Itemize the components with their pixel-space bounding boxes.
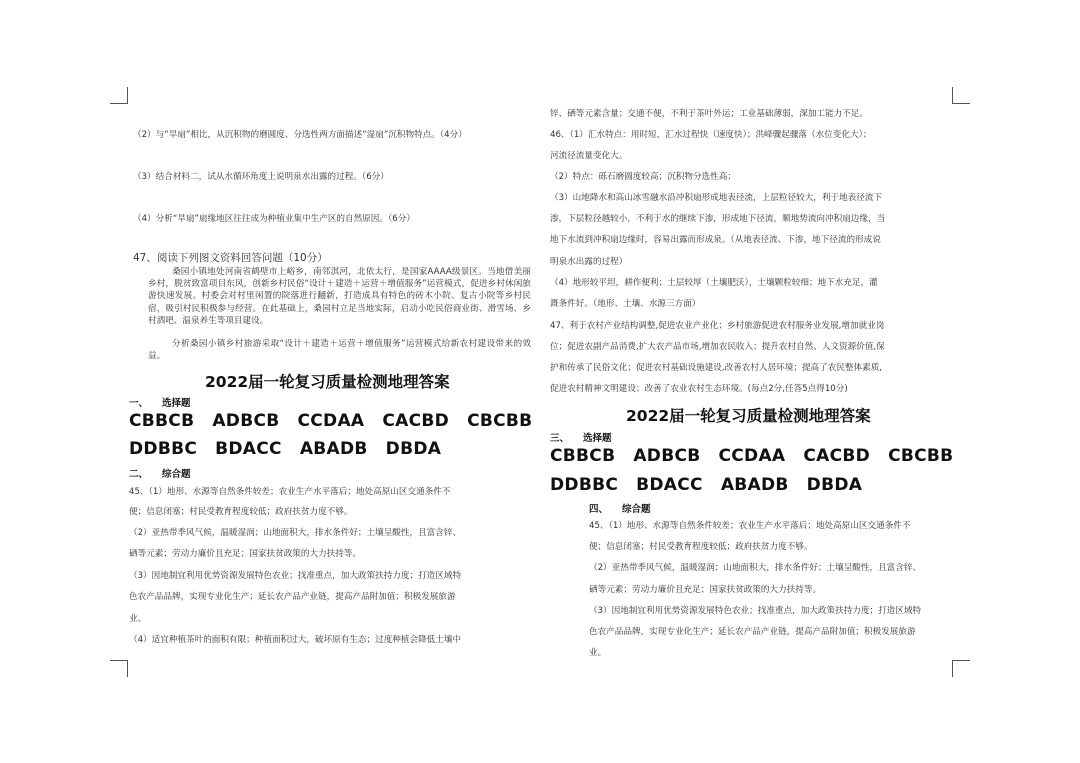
answer-line: 46、（1）汇水特点：用时短，汇水过程快（速度快）；洪峰骤起骤落（水位变化大）； (550, 130, 872, 140)
answer-line: 色农产品品牌，实现专业化生产；延长农产品产业链，提高产品附加值；积极发展旅游 (129, 592, 456, 602)
crop-mark-top-left (127, 87, 128, 104)
answer-line: 色农产品品牌，实现专业化生产；延长农产品产业链，提高产品附加值；积极发展旅游 (589, 627, 916, 637)
answer-line: 地下水流到冲积扇边缘时，容易出露而形成泉。（从地表径流、下渗，地下径流的形成说 (550, 235, 881, 245)
answer-line: （3）因地制宜利用优势资源发展特色农业；找准重点，加大政策扶持力度；打造区域特 (589, 606, 922, 616)
answer-line: （3）山地降水和高山冰雪融水沿冲积扇形成地表径流，上层粒径较大，利于地表径流下 (550, 193, 883, 203)
answer-line: 45、（1）地形、水源等自然条件较差；农业生产水平落后；地处高原山区交通条件不 (129, 487, 451, 497)
answer-group: CBCBB (467, 411, 533, 431)
question-4: （4）分析“旱扇”扇缘地区往往成为种植业集中生产区的自然原因。（6分） (133, 214, 415, 224)
answer-line: （2）特点：砾石磨圆度较高；沉积物分选性高； (550, 172, 736, 182)
section-heading: 综合题 (162, 469, 191, 480)
answer-line: 47、利于农村产业结构调整,促进农业产业化；乡村旅游促进农村服务业发展,增加就业岗 (550, 321, 885, 331)
answer-line: 业。 (589, 648, 607, 658)
crop-mark-top-right (952, 87, 953, 104)
section-heading: 综合题 (622, 504, 651, 515)
section-number: 四、 (589, 504, 609, 515)
crop-mark-top-right (953, 103, 970, 104)
answer-row-1 (129, 411, 550, 431)
answer-group: DBDA (385, 439, 442, 459)
answer-line: （2）亚热带季风气候，温暖湿润；山地面积大，排水条件好；土壤呈酸性，且富含锌、 (589, 563, 922, 573)
answer-line: 河流径流量变化大。 (550, 151, 628, 161)
answer-row-1 (550, 446, 971, 466)
answer-line: 业。 (129, 614, 147, 624)
answer-line: 锌、硒等元素含量；交通不便，不利于茶叶外运；工业基础薄弱，深加工能力不足。 (550, 109, 868, 119)
answer-group: CBCBB (888, 446, 954, 466)
crop-mark-bottom-right (953, 660, 970, 661)
answer-line: 位；促进农副产品消费,扩大农产品市场,增加农民收入；提升农村自然、人文资源价值,保 (550, 342, 885, 352)
answer-group: ADBCB (633, 446, 701, 466)
crop-mark-bottom-left (110, 660, 127, 661)
answer-group: CCDAA (297, 411, 365, 431)
answer-line: 护和传承了民俗文化；促进农村基础设施建设,改善农村人居环境；提高了农民整体素质, (550, 363, 883, 373)
question-47-prompt: 分析桑园小镇乡村旅游采取“设计＋建造＋运营＋增值服务”运营模式给新农村建设带来的效益。 (148, 339, 531, 362)
answer-group: CBBCB (550, 446, 616, 466)
answer-group: CBBCB (129, 411, 195, 431)
answer-title: 2022届一轮复习质量检测地理答案 (205, 373, 450, 391)
answer-line: （4）适宜种植茶叶的面积有限；种植面积过大，破坏原有生态；过度种植会降低土壤中 (129, 635, 462, 645)
section-number: 一、 (129, 398, 149, 409)
answer-group: ABADB (299, 439, 368, 459)
answer-line: （4）地形较平坦，耕作便利；土层较厚（土壤肥沃），土壤颗粒较细；地下水充足，灌 (550, 278, 878, 288)
question-47-title: 47、阅读下列图文资料回答问题（10分） (133, 252, 328, 264)
answer-line: 明泉水出露的过程） (550, 257, 628, 267)
section-number: 二、 (129, 469, 149, 480)
answer-line: 硒等元素；劳动力廉价且充足；国家扶贫政策的大力扶持等。 (589, 585, 822, 595)
answer-group: BDACC (215, 439, 282, 459)
answer-group: DBDA (806, 475, 863, 495)
crop-mark-bottom-left (127, 660, 128, 677)
answer-line: 溉条件好。（地形、土壤、水源三方面） (550, 299, 701, 309)
answer-line: 便；信息闭塞；村民受教育程度较低；政府扶贫力度不够。 (129, 507, 353, 517)
answer-row-2 (129, 439, 459, 459)
question-3: （3）结合材料二，试从水循环角度上说明泉水出露的过程。（6分） (133, 172, 389, 182)
section-number: 三、 (550, 433, 570, 444)
section-heading: 选择题 (162, 398, 191, 409)
answer-line: （3）因地制宜利用优势资源发展特色农业；找准重点，加大政策扶持力度；打造区域特 (129, 571, 462, 581)
answer-line: 45、（1）地形、水源等自然条件较差；农业生产水平落后；地处高原山区交通条件不 (589, 521, 911, 531)
answer-title: 2022届一轮复习质量检测地理答案 (626, 407, 871, 425)
answer-group: ADBCB (212, 411, 280, 431)
crop-mark-bottom-right (952, 660, 953, 677)
answer-line: 渗，下层粒径越较小，不利于水的继续下渗，形成地下径流，顺地势流向冲积扇边缘，当 (550, 214, 886, 224)
answer-line: （2）亚热带季风气候，温暖湿润；山地面积大，排水条件好；土壤呈酸性，且富含锌、 (129, 528, 462, 538)
answer-group: DDBBC (550, 475, 619, 495)
answer-line: 促进农村精神文明建设；改善了农业农村生态环境。(每点2分,任答5点得10分) (550, 384, 848, 394)
answer-group: BDACC (636, 475, 703, 495)
section-heading: 选择题 (583, 433, 612, 444)
answer-group: CACBD (803, 446, 871, 466)
crop-mark-top-left (110, 103, 127, 104)
answer-group: CCDAA (718, 446, 786, 466)
answer-group: DDBBC (129, 439, 198, 459)
question-47-paragraph: 桑园小镇地处河南省鹤壁市上峪乡，南邻淇河，北依太行，是国家AAAA级景区。当地借美丽乡村，脱贫致富项目东风，创新乡村民俗“设计＋建造＋运营＋增值服务”运营模式，促进乡村休闲旅游快速发展。村委会对村里闲置的院落进行翻新，打造成具有特色的砖木小院、复古小院等乡村民宿，吸引村民积极参与经营。在此基础上，桑园村立足当地实际，启动小吃民俗商业街、滑雪场、乡村酒吧、温泉养生等项目建设。 (148, 267, 531, 326)
question-2: （2）与“旱扇”相比，从沉积物的磨圆度、分选性两方面描述“湿扇”沉积物特点。（4分） (133, 130, 467, 140)
answer-group: ABADB (720, 475, 789, 495)
answer-line: 便；信息闭塞；村民受教育程度较低；政府扶贫力度不够。 (589, 542, 813, 552)
answer-group: CACBD (382, 411, 450, 431)
answer-line: 硒等元素；劳动力廉价且充足；国家扶贫政策的大力扶持等。 (129, 549, 362, 559)
answer-row-2 (550, 475, 880, 495)
